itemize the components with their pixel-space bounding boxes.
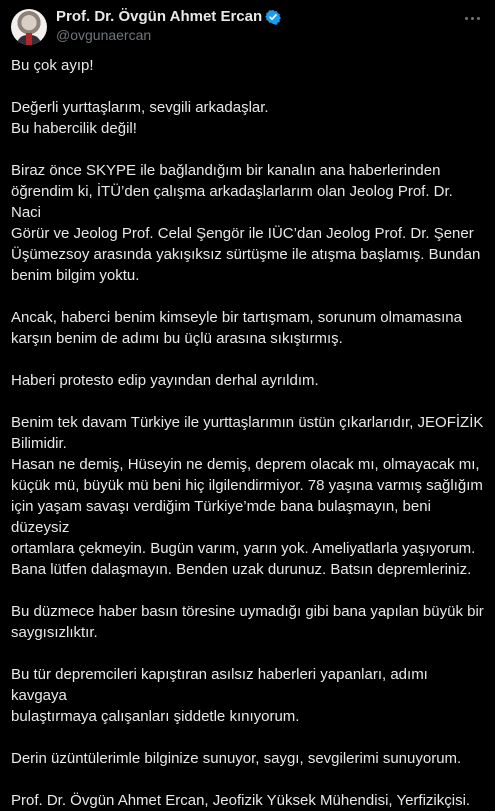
tweet-paragraph: Bu düzmece haber basın töresine uymadığı gibi bana yapılan büyük bir saygısızlıktır. [11,603,484,641]
author-name-row [56,8,281,26]
more-horizontal-icon[interactable] [461,10,483,26]
tweet-paragraph: Haberi protesto edip yayından derhal ayrıldım. [11,372,319,389]
author-display-name[interactable]: Prof. Dr. Övgün Ahmet Ercan [56,8,263,25]
tweet-paragraph: Bu tür depremcileri kapıştıran asılsız haberleri yapanları, adımı kavgaya bulaştırmaya çalışanları şiddetle kınıyorum. [11,666,428,725]
avatar[interactable] [11,9,47,45]
tweet-paragraph: Prof. Dr. Övgün Ahmet Ercan, Jeofizik Yüksek Mühendisi, Yerfizikçisi. [11,792,471,809]
author-handle[interactable]: @ovgunaercan [56,27,152,43]
tweet-paragraph: Biraz önce SKYPE ile bağlandığım bir kanalın ana haberlerinden öğrendim ki, İTÜ’den çalışma arkadaşlarlarım olan Jeolog Prof. Dr. Naci Görür ve Jeolog Prof. Celal Şengör ile IÜC’dan Jeolog Prof. Dr. Şener Üşümezsoy arasında yakışıksız sürtüşme ile atışma başlamış. Bundan benim bilgim yoktu. [11,162,481,284]
tweet-paragraph: Benim tek davam Türkiye ile yurttaşlarımın üstün çıkarlarıdır, JEOFİZİK Bilimidir. Hasan ne demiş, Hüseyin ne demiş, deprem olacak mı, olmayacak mı, küçük mü, büyük mü beni hiç ilgilendirmiyor. 78 yaşına varmış sağlığım için yaşam savaşı verdiğim Türkiye’mde bana bulaşmayın, beni düzeysiz ortamlara çekmeyin. Bugün varım, yarın yok. Ameliyatlarla yaşıyorum. Bana lütfen dalaşmayın. Benden uzak durunuz. Batsın depremleriniz. [11,414,484,578]
tweet-paragraph: Derin üzüntülerimle bilginize sunuyor, saygı, sevgilerimi sunuyorum. [11,750,462,767]
tweet-paragraph: Değerli yurttaşlarım, sevgili arkadaşlar. Bu habercilik değil! [11,99,269,137]
tweet-text [11,55,487,811]
verified-badge-icon[interactable] [265,9,281,25]
tweet-paragraph: Ancak, haberci benim kimseyle bir tartışmam, sorunum olmamasına karşın benim de adımı bu üçlü arasına sıkıştırmış. [11,309,462,347]
tweet-paragraph: Bu çok ayıp! [11,57,94,74]
avatar-tie [26,33,32,45]
tweet-header [0,0,495,52]
